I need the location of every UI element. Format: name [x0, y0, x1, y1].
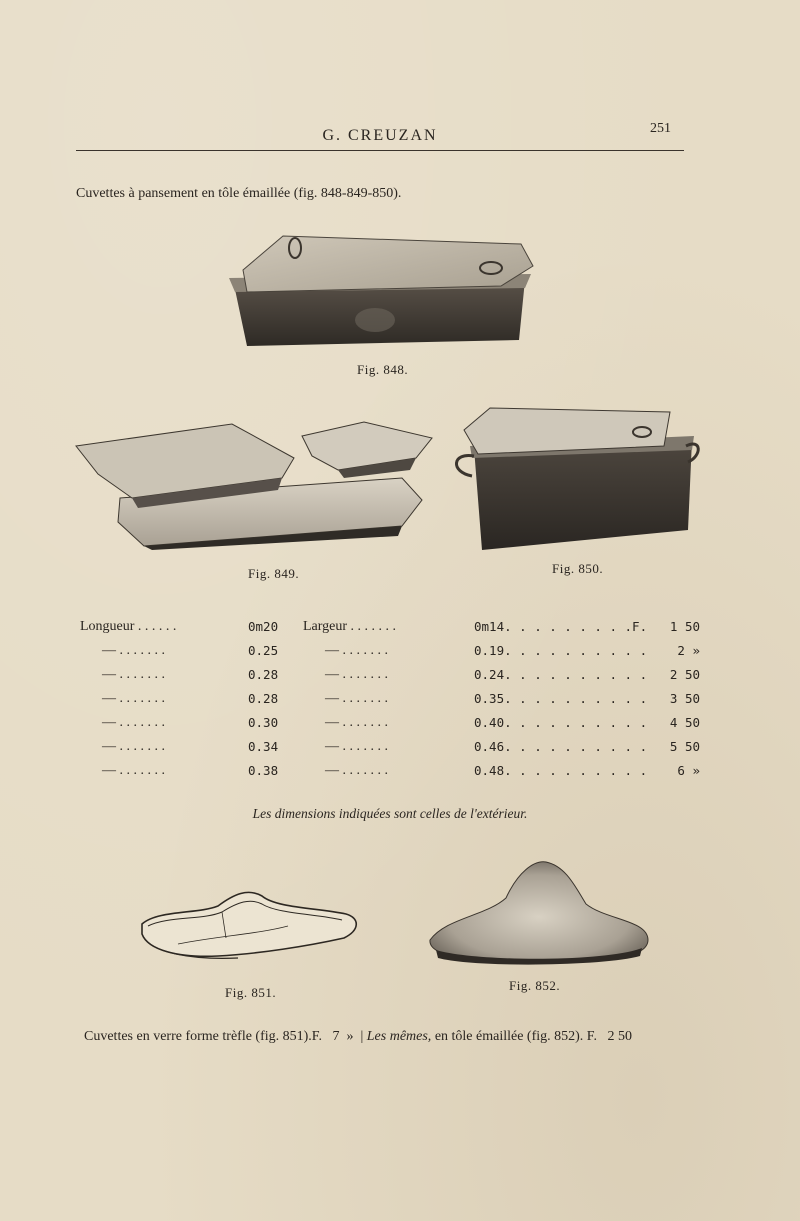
table-cell: 0.25 — [248, 643, 279, 658]
table-cell: 0.38 — [248, 763, 279, 778]
intro-text: Cuvettes à pansement en tôle émaillée (fig. 848-849-850). — [76, 186, 402, 201]
fig-848-illustration — [225, 230, 540, 355]
table-row-label: — . . . . . . . — [102, 739, 165, 754]
table-cell: 0.46. . . . . . . . . . — [474, 739, 648, 754]
table-cell: 0.28 — [248, 667, 279, 682]
header-rule — [76, 150, 684, 151]
fig-848-caption: Fig. 848. — [357, 362, 409, 377]
fig-851-caption: Fig. 851. — [225, 985, 277, 1000]
price-cell: 5 50 — [669, 739, 700, 754]
table-cell: 0m20 — [248, 619, 279, 634]
table-row-label: — . . . . . . . — [102, 667, 165, 682]
table-cell: 0.24. . . . . . . . . . — [474, 667, 648, 682]
table-row-label: — . . . . . . . — [102, 763, 165, 778]
table-row-label: Longueur . . . . . . — [80, 619, 177, 634]
footer-text-enamel: en tôle émaillée (fig. 852). F. 2 50 — [434, 1029, 632, 1044]
table-row-label: — . . . . . . . — [102, 691, 165, 706]
price-cell: 1 50 — [669, 619, 700, 634]
fig-850-caption: Fig. 850. — [552, 561, 604, 576]
fig-850-illustration — [450, 406, 700, 556]
largeur-labels — [303, 615, 396, 783]
longueur-labels — [80, 615, 176, 783]
footer-text-glass: Cuvettes en verre forme trèfle (fig. 851).F. 7 » | — [84, 1029, 364, 1044]
price-cell: 6 » — [677, 763, 700, 778]
largeur-values — [474, 615, 647, 783]
table-cell: 0.30 — [248, 715, 279, 730]
longueur-values — [248, 615, 278, 783]
price-cell: 4 50 — [669, 715, 700, 730]
table-cell: 0.48. . . . . . . . . . — [474, 763, 648, 778]
price-cell: 2 50 — [669, 667, 700, 682]
table-row-label: — . . . . . . . — [325, 667, 388, 682]
table-row-label: — . . . . . . . — [325, 715, 388, 730]
table-row-label: — . . . . . . . — [325, 763, 388, 778]
table-cell: 0.28 — [248, 691, 279, 706]
table-row-label: — . . . . . . . — [102, 643, 165, 658]
fig-851-illustration — [138, 884, 363, 964]
table-cell: 0.34 — [248, 739, 279, 754]
dimensions-note: Les dimensions indiquées sont celles de l'extérieur. — [252, 806, 528, 821]
table-cell: 0.35. . . . . . . . . . — [474, 691, 648, 706]
table-row-label: — . . . . . . . — [325, 643, 388, 658]
table-row-label: — . . . . . . . — [325, 691, 388, 706]
table-cell: 0.19. . . . . . . . . . — [474, 643, 648, 658]
table-row-label: Largeur . . . . . . . — [303, 619, 397, 634]
fig-852-caption: Fig. 852. — [509, 978, 561, 993]
fig-849-illustration — [72, 418, 437, 553]
table-row-label: — . . . . . . . — [102, 715, 165, 730]
table-row-label: — . . . . . . . — [325, 739, 388, 754]
price-table — [0, 615, 800, 795]
page-header-title: G. CREUZAN — [322, 127, 438, 144]
table-cell: 0m14. . . . . . . . .F. — [474, 619, 648, 634]
price-values — [660, 615, 700, 783]
price-cell: 2 » — [677, 643, 700, 658]
fig-849-caption: Fig. 849. — [248, 566, 300, 581]
price-cell: 3 50 — [669, 691, 700, 706]
footer-price-line — [84, 1029, 632, 1045]
footer-text-same: Les mêmes, — [366, 1029, 432, 1044]
page-number: 251 — [650, 121, 671, 136]
table-cell: 0.40. . . . . . . . . . — [474, 715, 648, 730]
fig-852-illustration — [426, 858, 651, 968]
